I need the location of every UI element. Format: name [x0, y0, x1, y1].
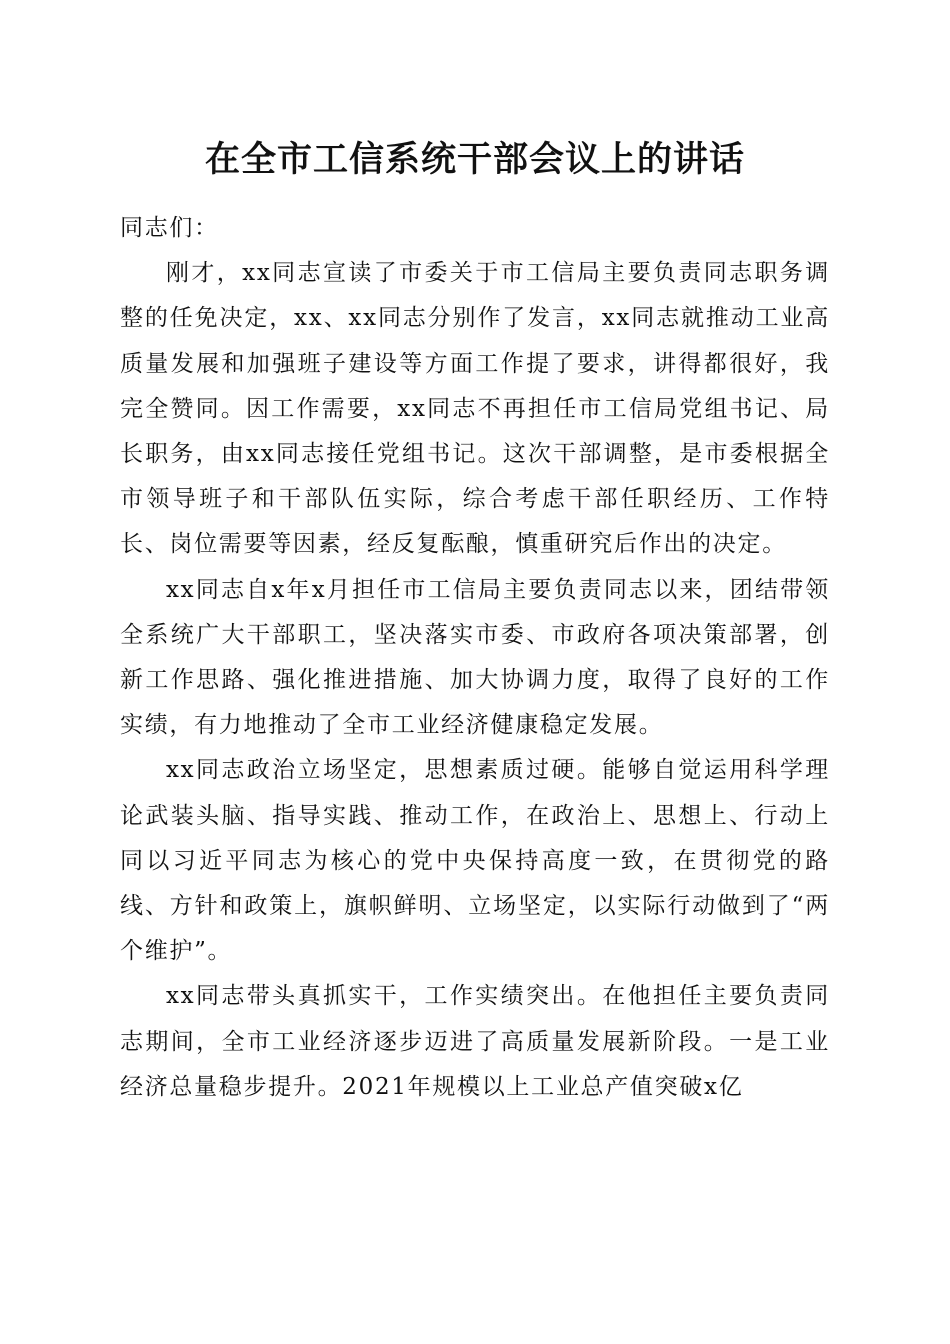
- paragraph-2: xx同志自x年x月担任市工信局主要负责同志以来，团结带领全系统广大干部职工，坚决落实市委、市政府各项决策部署，创新工作思路、强化推进措施、加大协调力度，取得了良好的工作实绩，有力地推动了全市工业经济健康稳定发展。: [120, 576, 830, 739]
- document-title: 在全市工信系统干部会议上的讲话: [204, 139, 745, 180]
- salutation: 同志们：: [120, 215, 219, 241]
- paragraph-4: xx同志带头真抓实干，工作实绩突出。在他担任主要负责同志期间，全市工业经济逐步迈进了高质量发展新阶段。一是工业经济总量稳步提升。2021年规模以上工业总产值突破x亿: [120, 983, 830, 1100]
- document-body: [120, 206, 830, 1110]
- paragraph-1: 刚才，xx同志宣读了市委关于市工信局主要负责同志职务调整的任免决定，xx、xx同志分别作了发言，xx同志就推动工业高质量发展和加强班子建设等方面工作提了要求，讲得都很好，我完全赞同。因工作需要，xx同志不再担任市工信局党组书记、局长职务，由xx同志接任党组书记。这次干部调整，是市委根据全市领导班子和干部队伍实际，综合考虑干部任职经历、工作特长、岗位需要等因素，经反复酝酿，慎重研究后作出的决定。: [120, 260, 830, 558]
- paragraph-3: xx同志政治立场坚定，思想素质过硬。能够自觉运用科学理论武装头脑、指导实践、推动工作，在政治上、思想上、行动上同以习近平同志为核心的党中央保持高度一致，在贯彻党的路线、方针和政策上，旗帜鲜明、立场坚定，以实际行动做到了“两个维护”。: [120, 757, 830, 965]
